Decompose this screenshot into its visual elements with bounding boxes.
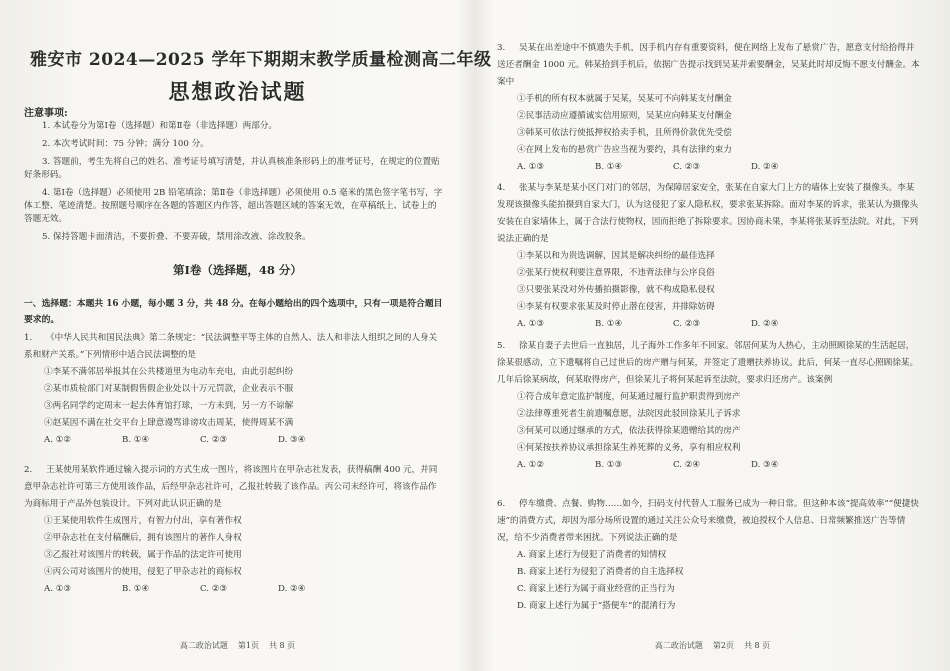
statement-option: ③何某可以通过继承的方式，依法获得徐某遗赠给其的房产 [517, 426, 741, 436]
statement-option: ④何某按扶养协议承担徐某生养死葬的义务，享有相应权利 [517, 443, 741, 453]
question-stem [497, 338, 922, 389]
answer-choice: C. ②③ [673, 162, 701, 172]
answer-choice: A. ①② [517, 460, 545, 470]
statement-option: ③乙报社对该图片的转载，属于作品的法定许可使用 [44, 550, 242, 560]
notice-item: 4. 第Ⅰ卷（选择题）必须使用 2B 铅笔填涂；第Ⅱ卷（非选择题）必须使用 0.5 毫米的黑色签字笔书写，字体工整、笔迹清楚。按照题号顺序在各题的答题区内作答，超出答题区域的答案无效，在草稿纸上、试卷上的答题无效。 [24, 188, 443, 224]
statement-option: ④在网上发布的悬赏广告应当视为要约，具有法律约束力 [517, 145, 732, 155]
statement-option: ④赵某因不满在社交平台上肆意谩骂诽谤攻击周某，使得周某不满 [44, 418, 294, 428]
question-text: 吴某在出差途中不慎遗失手机，因手机内存有重要资料，便在网络上发布了悬赏广告，愿意支付给拾得并送还者酬金 1000 元。韩某拾到手机后，依据广告提示找到吴某并索要酬金，吴某此时却反悔不愿支付酬金。本案中 [497, 43, 920, 87]
statement-option: ③两名同学约定周末一起去体育馆打球，一方未到，另一方不谅解 [44, 401, 294, 411]
question-number: 3. [497, 43, 506, 53]
section-instructions: 一、选择题：本题共 16 小题，每小题 3 分，共 48 分。在每小题给出的四个选项中，只有一项是符合题目要求的。 [24, 299, 443, 325]
statement-option: ④李某有权要求张某及时停止潜在侵害，并排除妨碍 [517, 302, 715, 312]
answer-choice: A. ①③ [517, 319, 545, 329]
question-text: 王某使用某软件通过输入提示词的方式生成一图片，将该图片在甲杂志社发表，获得稿酬 400 元，并同意甲杂志社许可第三方使用该作品，后经甲杂志社许可，乙报社转载了该作品。丙公司未经许可，将该作品作为商标用于产品外包装设计。下列对此认识正确的是 [24, 465, 438, 509]
question-text: 徐某自妻子去世后一直独居，儿子海外工作多年不回家。邻居何某为人热心，主动照顾徐某的生活起居，徐某很感动，立下遗嘱将自己过世后的房产赠与何某，并签定了遗赠扶养协议。此后，何某一直尽心照顾徐某。几年后徐某病故，何某取得房产，但徐某儿子将何某起诉至法院，要求归还房产。该案例 [497, 341, 919, 385]
answer-option: A. 商家上述行为侵犯了消费者的知情权 [517, 550, 667, 560]
footer-page-total: 共 8 页 [268, 641, 296, 650]
statement-option: ③只要张某没对外传播拍摄影像，就不构成隐私侵权 [517, 285, 715, 295]
answer-choice: D. ②④ [751, 319, 779, 329]
answer-choices [497, 457, 922, 474]
statement-option: ②张某行使权利要注意界限，不违背法律与公序良俗 [517, 268, 715, 278]
statement-option: ①手机的所有权本就属于吴某，吴某可不向韩某支付酬金 [517, 94, 732, 104]
question-stem [497, 180, 922, 248]
question-5 [497, 338, 922, 474]
statement-option: ②法律尊重死者生前遗嘱意愿，法院因此驳回徐某儿子诉求 [517, 409, 741, 419]
answer-choice: B. ①④ [122, 584, 150, 594]
answer-option: C. 商家上述行为属于商业经营的正当行为 [517, 584, 675, 594]
notice-heading: 注意事项: [24, 108, 68, 119]
answer-choices [24, 432, 444, 449]
answer-choice: A. ①③ [517, 162, 545, 172]
notice-item: 5. 保持答题卡面清洁，不要折叠、不要弄破，禁用涂改液、涂改胶条。 [42, 232, 311, 242]
answer-choice: B. ①④ [122, 435, 150, 445]
footer-subject: 高二政治试题 [654, 641, 703, 650]
answer-choice: C. ②③ [673, 319, 701, 329]
exam-title: 雅安市 2024—2025 学年下期期末教学质量检测高二年级 [30, 50, 492, 70]
question-number: 6. [497, 499, 506, 509]
question-text: 张某与李某是某小区门对门的邻居，为保障居家安全，张某在自家大门上方的墙体上安装了摄像头。李某发现该摄像头能拍摄到自家大门，认为这侵犯了家人隐私权，要求张某拆除。面对李某的诉求，张某认为摄像头安装在自家墙体上，属于合法行使物权，因而拒绝了拆除要求。因协商未果，李某将张某诉至法院。对此，下列说法正确的是 [497, 183, 919, 244]
answer-choice: D. ②④ [751, 162, 779, 172]
answer-choices [497, 316, 922, 333]
question-stem [497, 40, 922, 91]
page-right [475, 0, 950, 671]
statement-option: ①符合成年意定监护制度，何某通过履行监护职责得到房产 [517, 392, 741, 402]
notice-item: 1. 本试卷分为第Ⅰ卷（选择题）和第Ⅱ卷（非选择题）两部分。 [42, 121, 278, 131]
answer-choice: D. ③④ [278, 435, 306, 445]
answer-choice: C. ②③ [200, 584, 228, 594]
page-footer [0, 640, 475, 651]
footer-subject: 高二政治试题 [179, 641, 228, 650]
statement-option: ①王某使用软件生成图片，有智力付出，享有著作权 [44, 516, 242, 526]
statement-option: ②甲杂志社在支付稿酬后，拥有该图片的著作人身权 [44, 533, 242, 543]
statement-option: ②某市质检部门对某制假售假企业处以十万元罚款，企业表示不服 [44, 384, 294, 394]
answer-option: B. 商家上述行为侵犯了消费者的自主选择权 [517, 567, 684, 577]
question-number: 2. [24, 465, 33, 475]
question-number: 5. [497, 341, 506, 351]
question-3 [497, 40, 922, 176]
part-one-heading: 第Ⅰ卷（选择题，48 分） [173, 263, 302, 277]
footer-page-number: 第2页 [712, 641, 734, 650]
notice-item: 3. 答题前，考生先将自己的姓名、准考证号填写清楚，并认真核准条形码上的准考证号，在规定的位置贴好条形码。 [24, 157, 440, 180]
answer-choice: D. ③④ [751, 460, 779, 470]
answer-choice: A. ①② [44, 435, 72, 445]
answer-choice: B. ①③ [595, 460, 623, 470]
footer-page-total: 共 8 页 [743, 641, 771, 650]
answer-choices [24, 581, 444, 598]
question-number: 1. [24, 333, 33, 343]
page-footer [475, 640, 950, 651]
question-stem [24, 462, 444, 513]
statement-option: ④丙公司对该图片的使用，侵犯了甲杂志社的商标权 [44, 567, 242, 577]
subject-title: 思想政治试题 [168, 79, 307, 104]
question-1 [24, 330, 444, 449]
answer-choice: C. ②③ [200, 435, 228, 445]
question-stem [24, 330, 444, 364]
answer-choice: A. ①③ [44, 584, 72, 594]
question-text: 《中华人民共和国民法典》第二条规定：“民法调整平等主体的自然人、法人和非法人组织之间的人身关系和财产关系。”下列情形中适合民法调整的是 [24, 333, 438, 360]
question-text: 停车缴费、点餐、购物……如今，扫码支付代替人工服务已成为一种日常。但这种本该“提高效率”“便捷快速”的消费方式，却因为部分场所设置的通过关注公众号来缴费，被迫授权个人信息、日常频繁推送广告等情况，给不少消费者带来困扰。下列说法正确的是 [497, 499, 919, 543]
statement-option: ③韩某可依法行使抵押权拾卖手机，且所得价款优先受偿 [517, 128, 732, 138]
statement-option: ②民事活动应遵循诚实信用原则，吴某应向韩某支付酬金 [517, 111, 732, 121]
question-number: 4. [497, 183, 506, 193]
question-stem [497, 496, 922, 547]
statement-option: ①李某不满邻居举报其在公共楼道里为电动车充电，由此引起纠纷 [44, 367, 294, 377]
answer-choice: B. ①④ [595, 162, 623, 172]
answer-option: D. 商家上述行为属于“搭便车”的混淆行为 [517, 601, 676, 611]
question-6 [497, 496, 922, 615]
footer-page-number: 第1页 [237, 641, 259, 650]
question-4 [497, 180, 922, 333]
answer-choice: C. ②④ [673, 460, 701, 470]
notice-list [24, 120, 444, 249]
statement-option: ①李某以和为贵选调解，因其是解决纠纷的最佳选择 [517, 251, 715, 261]
answer-choice: B. ①④ [595, 319, 623, 329]
answer-choices [497, 159, 922, 176]
question-2 [24, 462, 444, 598]
notice-item: 2. 本次考试时间：75 分钟；满分 100 分。 [42, 139, 209, 149]
answer-choice: D. ②④ [278, 584, 306, 594]
